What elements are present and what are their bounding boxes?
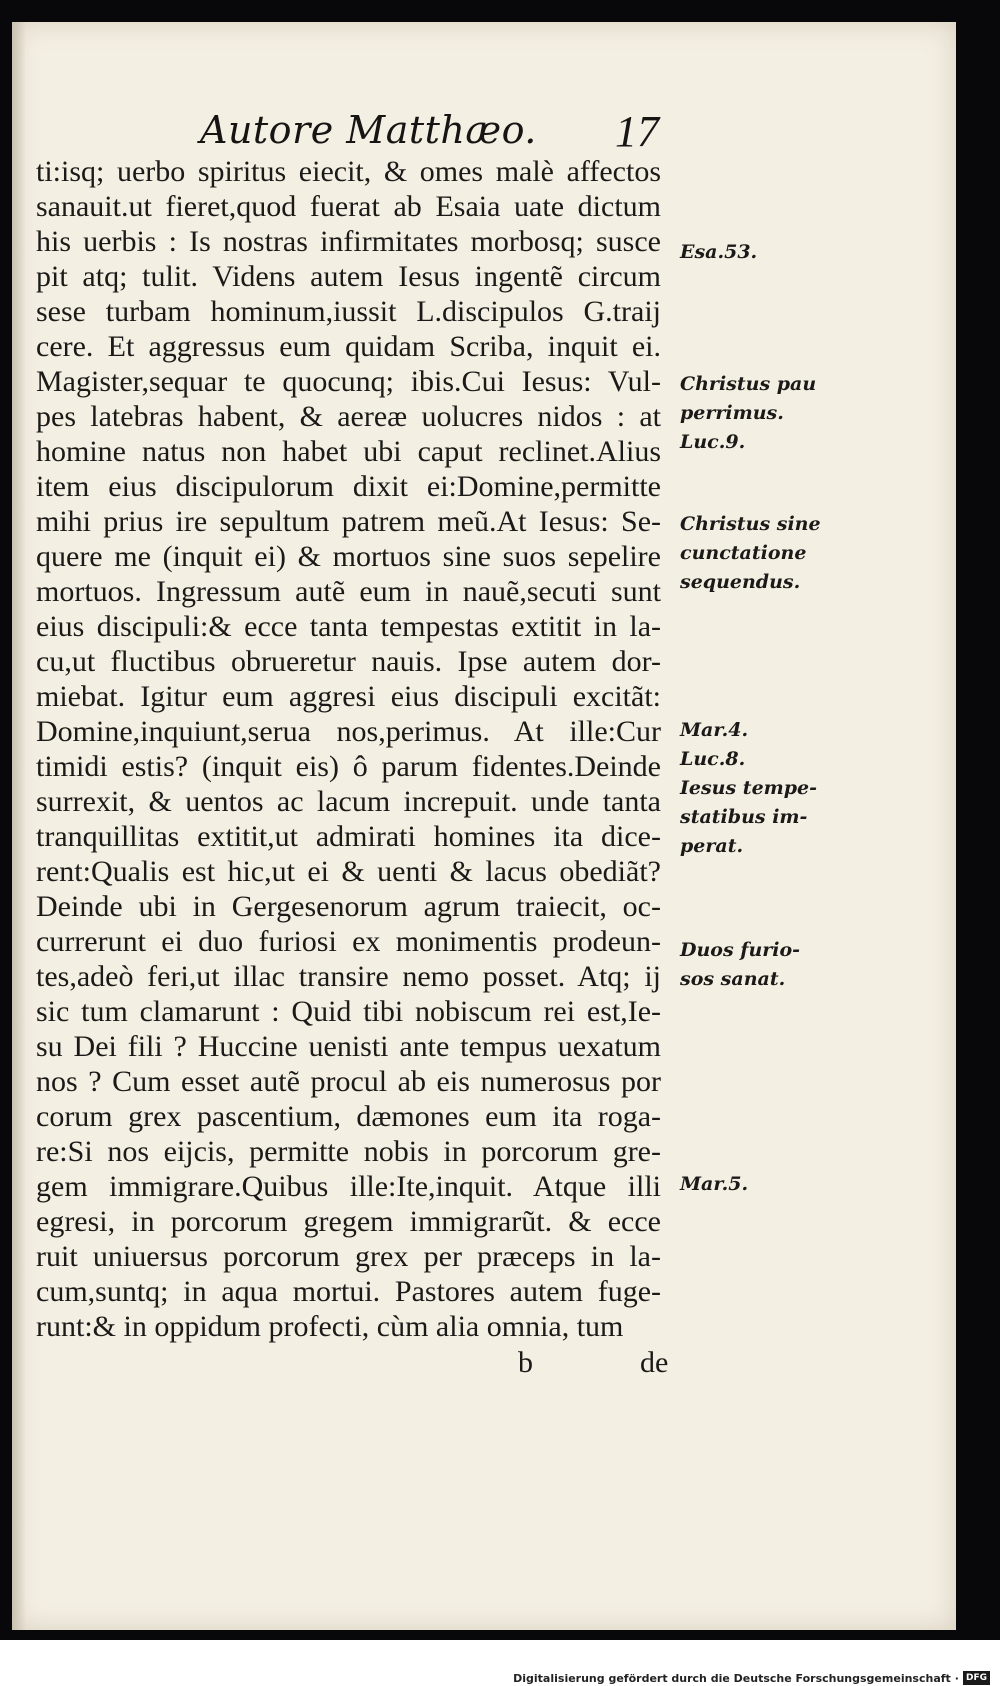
marginal-note-line: Esa.53. [680, 241, 758, 263]
text-line: homine natus non habet ubi caput reclinet.Alius [36, 435, 661, 468]
marginal-note-line: Iesus tempe- [680, 777, 818, 799]
text-line: corum grex pascentium, dæmones eum ita roga- [36, 1100, 661, 1133]
text-line: gem immigrare.Quibus ille:Ite,inquit. Atque illi [36, 1170, 661, 1203]
text-line: timidi estis? (inquit eis) ô parum fidentes.Deinde [36, 750, 661, 783]
text-line: item eius discipulorum dixit ei:Domine,permitte [36, 470, 661, 503]
marginal-note [680, 370, 830, 457]
text-line: cere. Et aggressus eum quidam Scriba, inquit ei. [36, 330, 661, 363]
footer-credit: Digitalisierung gefördert durch die Deutsche Forschungsgemeinschaft [513, 1671, 951, 1685]
text-line: quere me (inquit ei) & mortuos sine suos sepelire [36, 540, 661, 573]
marginal-note-line: sequendus. [680, 571, 801, 593]
text-line: rent:Qualis est hic,ut ei & uenti & lacus obediãt? [36, 855, 661, 888]
text-line: nos ? Cum esset autẽ procul ab eis numerosus por [36, 1065, 661, 1098]
text-line: mortuos. Ingressum autẽ eum in nauẽ,secuti sunt [36, 575, 661, 608]
text-line: his uerbis : Is nostras infirmitates morbosq; susce [36, 225, 661, 258]
text-line: re:Si nos eijcis, permitte nobis in porcorum gre- [36, 1135, 661, 1168]
text-line: pes latebras habent, & aereæ uolucres nidos : at [36, 400, 661, 433]
marginal-note-line: Luc.8. [680, 748, 746, 770]
marginal-note-line: cunctatione [680, 542, 807, 564]
catchword: de [640, 1346, 669, 1379]
marginal-note [680, 238, 830, 267]
page-spine-shadow [12, 22, 26, 1630]
marginal-note-line: Christus sine [680, 513, 821, 535]
text-line: surrexit, & uentos ac lacum increpuit. unde tanta [36, 785, 661, 818]
text-line: eius discipuli:& ecce tanta tempestas extitit in la- [36, 610, 661, 643]
text-line: cu,ut fluctibus obrueretur nauis. Ipse autem dor- [36, 645, 661, 678]
marginal-note-line: Duos furio- [680, 939, 801, 961]
marginal-note-line: Mar.5. [680, 1173, 749, 1195]
text-line: sese turbam hominum,iussit L.discipulos G.traij [36, 295, 661, 328]
marginal-note-line: Luc.9. [680, 431, 746, 453]
digitization-footer: Digitalisierung gefördert durch die Deutsche Forschungsgemeinschaft · DFG [513, 1670, 990, 1686]
marginal-note [680, 716, 830, 861]
marginal-note-line: Mar.4. [680, 719, 749, 741]
text-line: miebat. Igitur eum aggresi eius discipuli excitãt: [36, 680, 661, 713]
text-line: currerunt ei duo furiosi ex monimentis prodeun- [36, 925, 661, 958]
main-text-block [36, 154, 661, 1344]
text-line: Deinde ubi in Gergesenorum agrum traiecit, oc- [36, 890, 661, 923]
text-line: ruit uniuersus porcorum grex per præceps in la- [36, 1240, 661, 1273]
text-line: Magister,sequar te quocunq; ibis.Cui Iesus: Vul- [36, 365, 661, 398]
text-line: su Dei fili ? Huccine uenisti ante tempus uexatum [36, 1030, 661, 1063]
marginal-note [680, 1170, 830, 1199]
marginal-note-line: statibus im- [680, 806, 808, 828]
text-line: sic tum clamarunt : Quid tibi nobiscum rei est,Ie- [36, 995, 661, 1028]
text-line: tranquillitas extitit,ut admirati homines ita dice- [36, 820, 661, 853]
marginal-note-line: Christus pau [680, 373, 817, 395]
marginal-note-line: sos sanat. [680, 968, 786, 990]
marginal-note-line: perrimus. [680, 402, 784, 424]
text-line: mihi prius ire sepultum patrem meũ.At Iesus: Se- [36, 505, 661, 538]
text-line: cum,suntq; in aqua mortui. Pastores autem fuge- [36, 1275, 661, 1308]
page-number: 17 [615, 107, 659, 156]
dfg-logo: DFG [963, 1671, 990, 1685]
running-head: Autore Matthæo. [200, 108, 537, 152]
marginal-note-line: perat. [680, 835, 744, 857]
marginal-note [680, 936, 830, 994]
text-line: tes,adeò feri,ut illac transire nemo posset. Atq; ij [36, 960, 661, 993]
text-line: Domine,inquiunt,serua nos,perimus. At ille:Cur [36, 715, 661, 748]
signature-mark: b [518, 1346, 533, 1379]
text-line: egresi, in porcorum gregem immigrarũt. & ecce [36, 1205, 661, 1238]
text-line: pit atq; tulit. Videns autem Iesus ingentẽ circum [36, 260, 661, 293]
text-line: sanauit.ut fieret,quod fuerat ab Esaia uate dictum [36, 190, 661, 223]
marginal-note [680, 510, 830, 597]
text-line: ti:isq; uerbo spiritus eiecit, & omes malè affectos [36, 155, 661, 188]
text-line: runt:& in oppidum profecti, cùm alia omnia, tum [36, 1310, 624, 1343]
